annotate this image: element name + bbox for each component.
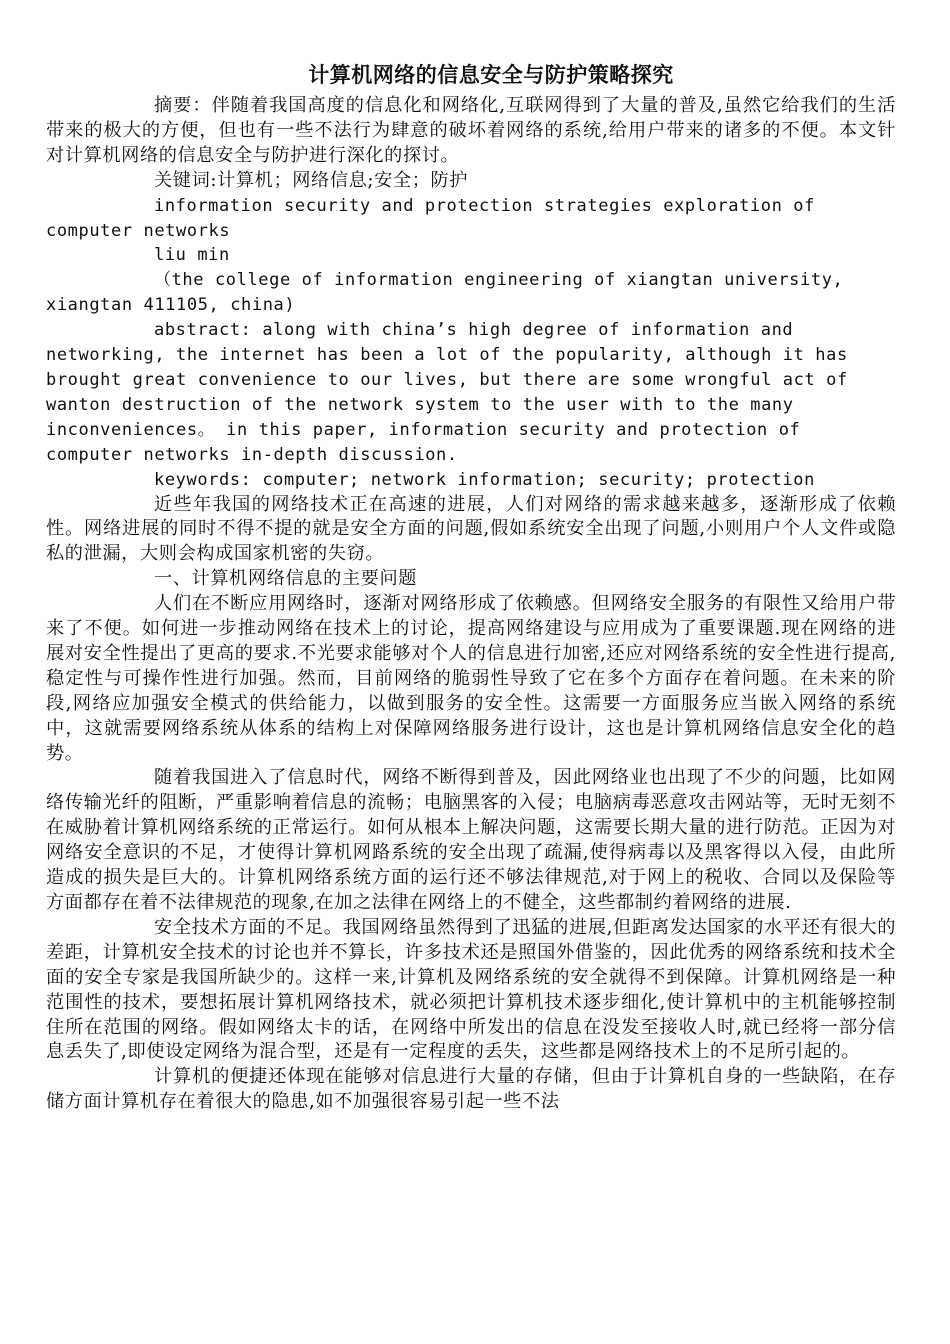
body-paragraph: 随着我国进入了信息时代，网络不断得到普及，因此网络业也出现了不少的问题，比如网络传输光纤的阻断，严重影响着信息的流畅；电脑黑客的入侵；电脑病毒恶意攻击网站等，无时无刻不在威胁着计算机网络系统的正常运行。如何从根本上解决问题，这需要长期大量的进行防范。正因为对网络安全意识的不足，才使得计算机网路系统的安全出现了疏漏,使得病毒以及黑客得以入侵，由此所造成的损失是巨大的。计算机网络系统方面的运行还不够法律规范,对于网上的税收、合同以及保险等方面都存在着不法律规范的现象,在加之法律在网络上的不健全，这些都制约着网络的进展.	[46, 767, 896, 913]
english-title: information security and protection strategies exploration of computer networks	[46, 195, 815, 241]
body-paragraph: 计算机的便捷还体现在能够对信息进行大量的存储，但由于计算机自身的一些缺陷，在存储方面计算机存在着很大的隐患,如不加强很容易引起一些不法	[46, 1066, 896, 1113]
keywords-en: keywords: computer; network information; security; protection	[154, 469, 815, 490]
section-heading: 一、计算机网络信息的主要问题	[154, 568, 418, 590]
abstract-cn: 摘要：伴随着我国高度的信息化和网络化,互联网得到了大量的普及,虽然它给我们的生活带来的极大的方便，但也有一些不法行为肆意的破坏着网络的系统,给用户带来的诸多的不便。本文针对计算机网络的信息安全与防护进行深化的探讨。	[46, 95, 896, 166]
author-affiliation: （the college of information engineering of xiangtan university, xiangtan 411105, china)	[46, 270, 844, 316]
body-paragraph: 近些年我国的网络技术正在高速的进展，人们对网络的需求越来越多，逐渐形成了依赖性。网络进展的同时不得不提的就是安全方面的问题,假如系统安全出现了问题,小则用户个人文件或隐私的泄漏，大则会构成国家机密的失窃。	[46, 493, 896, 565]
document-body	[46, 62, 896, 1115]
abstract-en: abstract: along with china’s high degree of information and networking, the internet has been a lot of the popularity, although it has brought great convenience to our lives, but there are some wrongful act of wanton destruction of the network system to the user with to the many inconveniences。 in this paper, information security and protection of computer networks in-depth discussion.	[46, 320, 848, 465]
author-name: liu min	[154, 245, 230, 266]
document-title: 计算机网络的信息安全与防护策略探究	[308, 63, 674, 87]
body-paragraph: 人们在不断应用网络时，逐渐对网络形成了依赖感。但网络安全服务的有限性又给用户带来了不便。如何进一步推动网络在技术上的讨论，提高网络建设与应用成为了重要课题.现在网络的进展对安全性提出了更高的要求.不光要求能够对个人的信息进行加密,还应对网络系统的安全性进行提高,稳定性与可操作性进行加强。然而，目前网络的脆弱性导致了它在多个方面存在着问题。在未来的阶段,网络应加强安全模式的供给能力，以做到服务的安全性。这需要一方面服务应当嵌入网络的系统中，这就需要网络系统从体系的结构上对保障网络服务进行设计，这也是计算机网络信息安全化的趋势。	[46, 593, 896, 764]
keywords-cn: 关键词:计算机；网络信息;安全；防护	[154, 169, 469, 191]
body-paragraph: 安全技术方面的不足。我国网络虽然得到了迅猛的进展,但距离发达国家的水平还有很大的差距，计算机安全技术的讨论也并不算长，许多技术还是照国外借鉴的，因此优秀的网络系统和技术全面的安全专家是我国所缺少的。这样一来,计算机及网络系统的安全就得不到保障。计算机网络是一种范围性的技术，要想拓展计算机网络技术，就必须把计算机技术逐步细化,使计算机中的主机能够控制住所在范围的网络。假如网络太卡的话，在网络中所发出的信息在没发至接收人时,就已经将一部分信息丢失了,即使设定网络为混合型，还是有一定程度的丢失，这些都是网络技术上的不足所引起的。	[46, 916, 896, 1063]
